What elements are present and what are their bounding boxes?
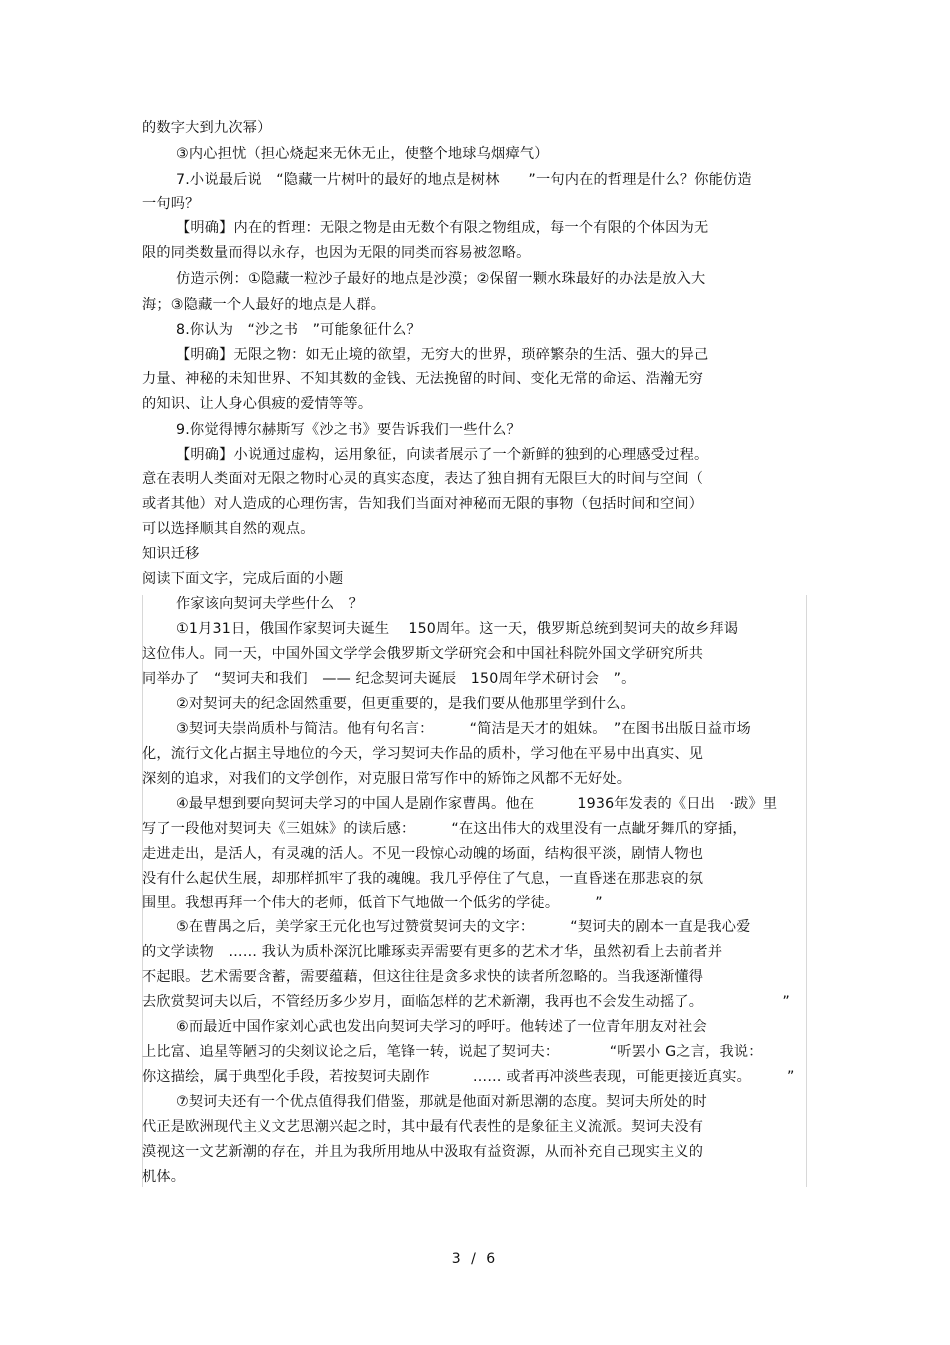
quote-frame-right (806, 595, 807, 1187)
paragraph-3: ③契诃夫崇尚质朴与简洁。他有句名言： “简洁是天才的姐妹。 ”在图书出版日益市场 (176, 721, 751, 737)
text-line: 的数字大到九次幂） (142, 120, 272, 136)
text-line: 限的同类数量而得以永存，也因为无限的同类而容易被忽略。 (142, 245, 531, 261)
text-line: 上比富、追星等陋习的尖刻议论之后，笔锋一转，说起了契诃夫： “听罢小 G之言，我说： (142, 1044, 763, 1060)
text-line: 一句吗？ (142, 196, 200, 212)
paragraph-1: ①1月31日，俄国作家契诃夫诞生 150周年。这一天，俄罗斯总统到契诃夫的故乡拜谒 (176, 621, 739, 637)
text-line: 化，流行文化占据主导地位的今天，学习契诃夫作品的质朴，学习他在平易中出真实、见 (142, 746, 704, 762)
text-line: 围里。我想再拜一个伟大的老师，低首下气地做一个低劣的学徒。 ” (142, 895, 603, 911)
page-number: 3 / 6 (451, 1251, 499, 1267)
text-line: 没有什么起伏生展，却那样抓牢了我的魂魄。我几乎停住了气息，一直昏迷在那悲哀的氛 (142, 871, 704, 887)
text-line: 不起眼。艺术需要含蓄，需要蕴藉，但这往往是贪多求快的读者所忽略的。当我逐渐懂得 (142, 969, 704, 985)
text-line: 走进走出，是活人，有灵魂的活人。不见一段惊心动魄的场面，结构很平淡，剧情人物也 (142, 846, 704, 862)
text-line: 力量、神秘的未知世界、不知其数的金钱、无法挽留的时间、变化无常的命运、浩瀚无穷 (142, 371, 704, 387)
text-line: 代正是欧洲现代主义文艺思潮兴起之时，其中最有代表性的是象征主义流派。契诃夫没有 (142, 1119, 704, 1135)
text-line: 海；③隐藏一个人最好的地点是人群。 (142, 297, 386, 313)
answer-line: 【明确】小说通过虚构，运用象征，向读者展示了一个新鲜的独到的心理感受过程。 (176, 447, 709, 463)
answer-line: 【明确】内在的哲理：无限之物是由无数个有限之物组成，每一个有限的个体因为无 (176, 220, 709, 236)
instruction: 阅读下面文字，完成后面的小题 (142, 571, 344, 587)
text-line: 的文学读物 …… 我认为质朴深沉比雕琢卖弄需要有更多的艺术才华，虽然初看上去前者并 (142, 944, 723, 960)
article-title: 作家该向契诃夫学些什么 ？ (176, 596, 364, 612)
text-line: 深刻的追求，对我们的文学创作，对克服日常写作中的矫饰之风都不无好处。 (142, 771, 632, 787)
text-line: ③内心担忧（担心烧起来无休无止，使整个地球乌烟瘴气） (176, 146, 549, 162)
text-line: 可以选择顺其自然的观点。 (142, 521, 315, 537)
text-line: 这位伟人。同一天，中国外国文学学会俄罗斯文学研究会和中国社科院外国文学研究所共 (142, 646, 704, 662)
text-line: 意在表明人类面对无限之物时心灵的真实态度，表达了独自拥有无限巨大的时间与空间（ (142, 471, 704, 487)
text-line: 写了一段他对契诃夫《三姐妹》的读后感： “在这出伟大的戏里没有一点龇牙舞爪的穿插， (142, 821, 747, 837)
question-8: 8.你认为 “沙之书 ”可能象征什么？ (176, 322, 421, 338)
question-7: 7.小说最后说 “隐藏一片树叶的最好的地点是树林 ”一句内在的哲理是什么？你能仿造 (176, 172, 752, 188)
paragraph-6: ⑥而最近中国作家刘心武也发出向契诃夫学习的呼吁。他转述了一位青年朋友对社会 (176, 1019, 707, 1035)
text-line: 漠视这一文艺新潮的存在，并且为我所用地从中汲取有益资源，从而补充自己现实主义的 (142, 1144, 704, 1160)
paragraph-4: ④最早想到要向契诃夫学习的中国人是剧作家曹禺。他在 1936年发表的《日出 ·跋》里 (176, 796, 778, 812)
question-9: 9.你觉得博尔赫斯写《沙之书》要告诉我们一些什么？ (176, 422, 521, 438)
answer-line: 【明确】无限之物：如无止境的欲望，无穷大的世界，琐碎繁杂的生活、强大的异己 (176, 347, 709, 363)
text-line: 你这描绘，属于典型化手段，若按契诃夫剧作 …… 或者再冲淡些表现，可能更接近真实。 ” (142, 1069, 795, 1085)
text-line: 或者其他）对人造成的心理伤害，告知我们当面对神秘而无限的事物（包括时间和空间） (142, 496, 704, 512)
paragraph-7: ⑦契诃夫还有一个优点值得我们借鉴，那就是他面对新思潮的态度。契诃夫所处的时 (176, 1094, 707, 1110)
text-line: 机体。 (142, 1169, 186, 1185)
text-line: 仿造示例：①隐藏一粒沙子最好的地点是沙漠；②保留一颗水珠最好的办法是放入大 (176, 271, 706, 287)
paragraph-2: ②对契诃夫的纪念固然重要，但更重要的，是我们要从他那里学到什么。 (176, 696, 635, 712)
text-line: 同举办了 “契诃夫和我们 —— 纪念契诃夫诞辰 150周年学术研讨会 ”。 (142, 671, 636, 687)
text-line: 去欣赏契诃夫以后，不管经历多少岁月，面临怎样的艺术新潮，我再也不会发生动摇了。 ” (142, 994, 790, 1010)
section-heading: 知识迁移 (142, 546, 200, 562)
paragraph-5: ⑤在曹禺之后，美学家王元化也写过赞赏契诃夫的文字： “契诃夫的剧本一直是我心爱 (176, 919, 751, 935)
text-line: 的知识、让人身心俱疲的爱情等等。 (142, 396, 373, 412)
